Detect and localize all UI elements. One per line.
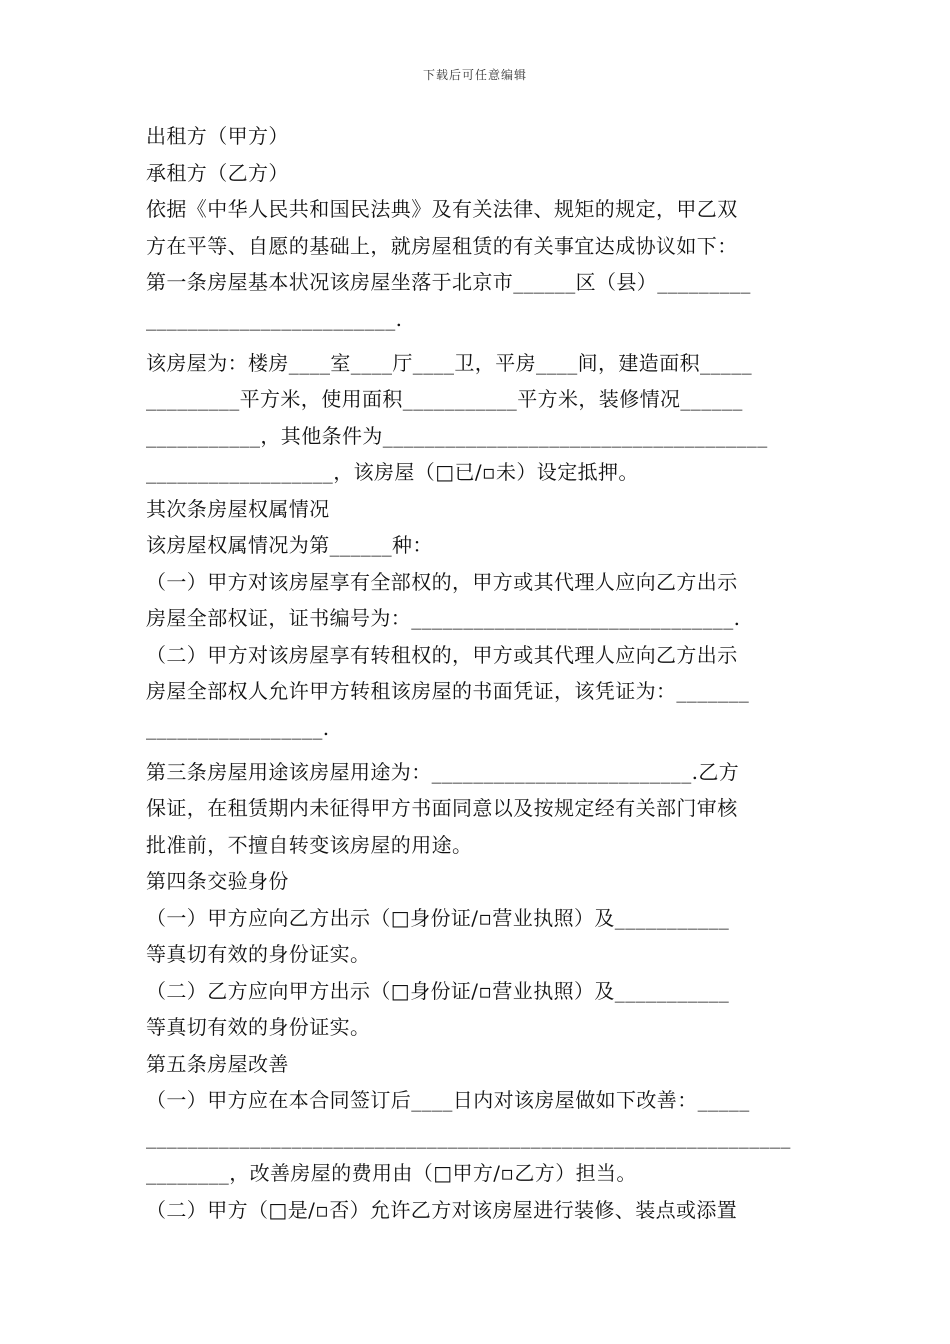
article-1-line-6: __________________，该房屋（□已/▫未）设定抵押。 <box>146 460 639 484</box>
article-1-line-1: 第一条房屋基本状况该房屋坐落于北京市______区（县）_________ <box>146 270 751 294</box>
article-2-item-1-line-1: （一）甲方对该房屋享有全部权的，甲方或其代理人应向乙方出示 <box>146 569 738 594</box>
article-4-item-1-line-1: （一）甲方应向乙方出示（□身份证/▫营业执照）及___________ <box>146 905 730 930</box>
article-2-item-2-line-3: _________________. <box>146 715 330 740</box>
article-4-item-2-line-2: 等真切有效的身份证实。 <box>146 1015 371 1039</box>
article-4-heading: 第四条交验身份 <box>146 869 289 893</box>
article-3-line-2: 保证，在租赁期内未征得甲方书面同意以及按规定经有关部门审核 <box>146 796 738 820</box>
lessor-line: 出租方（甲方） <box>146 124 289 148</box>
contract-body <box>146 118 810 1228</box>
article-5-item-1-line-2: ______________________________________________________________ <box>146 1124 791 1149</box>
article-1-line-3: 该房屋为：楼房____室____厅____卫，平房____间，建造面积_____ <box>146 350 752 375</box>
article-2-heading: 其次条房屋权属情况 <box>146 496 330 521</box>
article-2-item-2-line-2: 房屋全部权人允许甲方转租该房屋的书面凭证，该凭证为：_______ <box>146 679 750 703</box>
page-header-note: 下载后可任意编辑 <box>422 68 527 82</box>
article-1-line-5: ___________，其他条件为_____________________________________ <box>146 423 768 448</box>
preamble-line-1: 依据《中华人民共和国民法典》及有关法律、规矩的规定，甲乙双 <box>146 197 738 221</box>
article-5-heading: 第五条房屋改善 <box>146 1051 289 1076</box>
article-5-item-2-line-1: （二）甲方（□是/▫否）允许乙方对该房屋进行装修、装点或添置 <box>146 1197 738 1222</box>
article-2-item-2-line-1: （二）甲方对该房屋享有转租权的，甲方或其代理人应向乙方出示 <box>146 642 738 667</box>
article-3-line-1: 第三条房屋用途该房屋用途为：_________________________.乙方 <box>146 759 740 784</box>
article-4-item-1-line-2: 等真切有效的身份证实。 <box>146 942 371 966</box>
article-5-item-1-line-3: ________，改善房屋的费用由（□甲方/▫乙方）担当。 <box>146 1161 637 1185</box>
article-2-item-1-line-2: 房屋全部权证，证书编号为：_______________________________. <box>146 606 741 630</box>
article-3-line-3: 批准前，不擅自转变该房屋的用途。 <box>146 832 473 857</box>
article-1-line-4: _________平方米，使用面积___________平方米，装修情况______ <box>146 387 743 411</box>
lessee-line: 承租方（乙方） <box>146 160 289 185</box>
article-2-line-1: 该房屋权属情况为第______种： <box>146 533 433 557</box>
article-1-line-2: ________________________. <box>146 306 403 331</box>
preamble-line-2: 方在平等、自愿的基础上，就房屋租赁的有关事宜达成协议如下： <box>146 233 738 258</box>
article-4-item-2-line-1: （二）乙方应向甲方出示（□身份证/▫营业执照）及___________ <box>146 978 730 1003</box>
article-5-item-1-line-1: （一）甲方应在本合同签订后____日内对该房屋做如下改善：_____ <box>146 1088 750 1112</box>
